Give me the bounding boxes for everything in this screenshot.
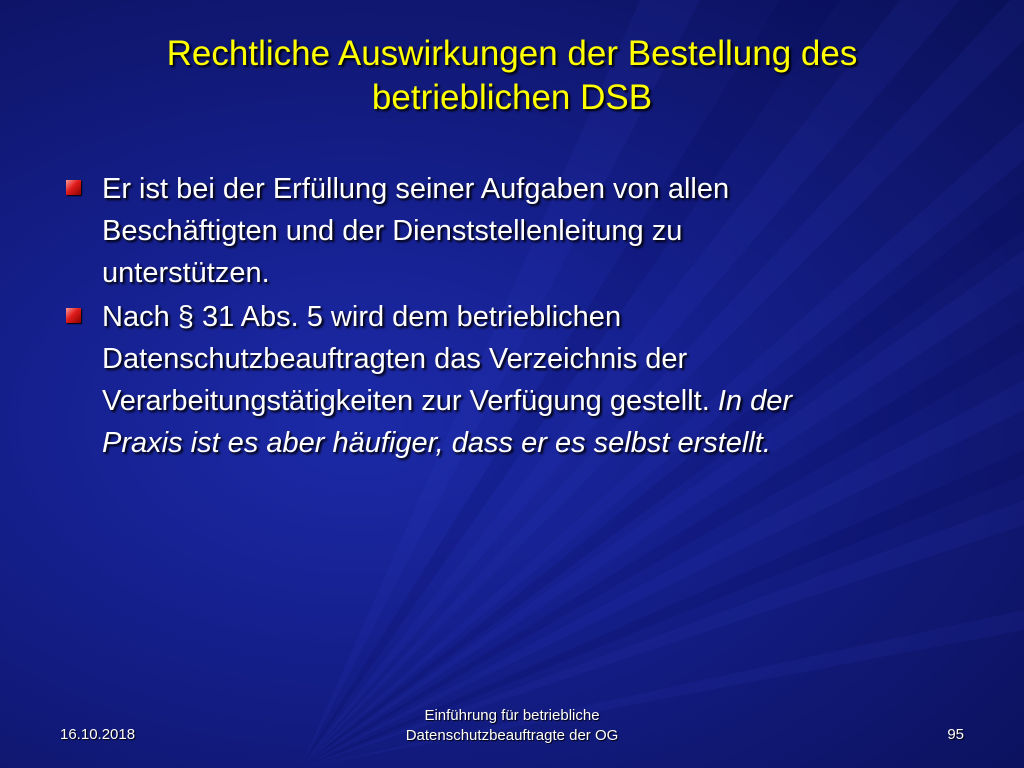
red-square-bullet-icon: [66, 308, 81, 323]
footer-title-line1: Einführung für betriebliche: [424, 707, 600, 724]
slide-title: [60, 32, 964, 120]
slide-title-line1: Rechtliche Auswirkungen der Bestellung des: [166, 34, 858, 73]
bullet-2-line1: Nach § 31 Abs. 5 wird dem betrieblichen: [102, 301, 622, 333]
footer-date: 16.10.2018: [60, 726, 136, 743]
bullet-2-line3: [102, 380, 944, 422]
bullet-2-line2: Datenschutzbeauftragten das Verzeichnis der: [102, 343, 688, 375]
red-square-bullet-icon: [66, 180, 81, 195]
bullet-2-line3-normal: Verarbeitungstätigkeiten zur Verfügung gestellt.: [102, 385, 710, 417]
footer-title-line2: Datenschutzbeauftragte der OG: [405, 727, 619, 744]
bullet-2-line4: Praxis ist es aber häufiger, dass er es selbst erstellt.: [102, 427, 771, 459]
bullet-item-1: [64, 168, 944, 294]
page-number: 95: [947, 726, 964, 743]
bullet-item-2: [64, 296, 944, 464]
bullet-2-line3-italic: In der: [709, 385, 793, 417]
slide-title-line2: betrieblichen DSB: [371, 78, 653, 117]
footer-title: [362, 706, 662, 746]
bullet-1-line2: Beschäftigten und der Dienststellenleitung zu: [102, 215, 683, 247]
bullet-1-line3: unterstützen.: [102, 257, 270, 289]
bullet-1-line1: Er ist bei der Erfüllung seiner Aufgaben von allen: [102, 173, 730, 205]
bullet-list: [64, 168, 944, 466]
